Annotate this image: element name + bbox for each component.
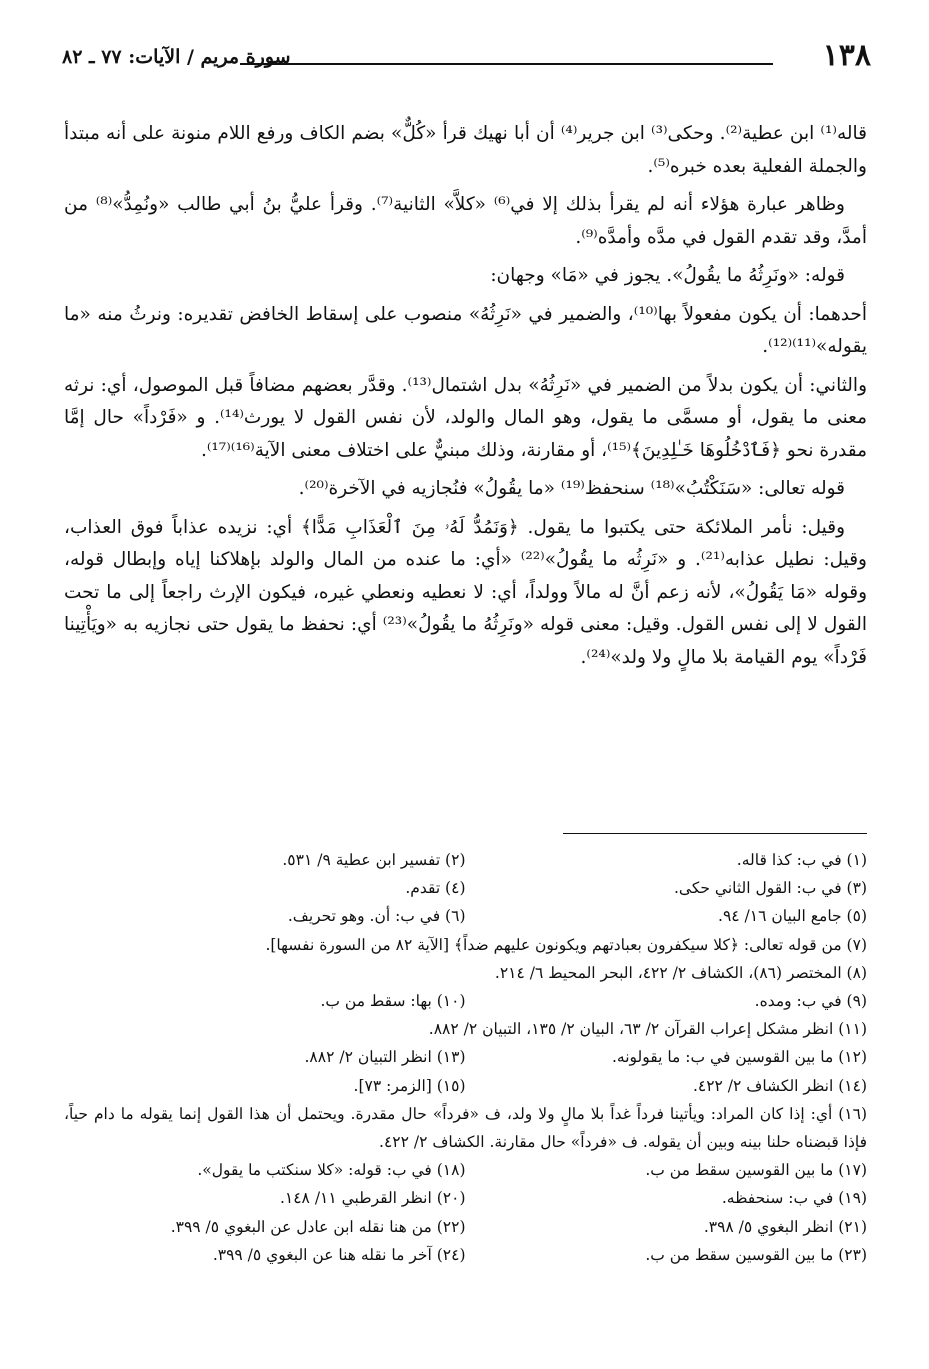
footnote-row (64, 1184, 867, 1212)
footnote-row (64, 1241, 867, 1269)
footnote: (٥) جامع البيان ١٦/ ٩٤. (718, 907, 867, 926)
footnote: (٢) تفسير ابن عطية ٩/ ٥٣١. (282, 851, 466, 869)
footnote: (٢٠) انظر القرطبي ١١/ ١٤٨. (279, 1189, 466, 1208)
footnote: (٢٤) آخر ما نقله هنا عن البغوي ٥/ ٣٩٩. (212, 1245, 466, 1264)
footnote-row (64, 846, 867, 874)
footnote: (٩) في ب: ومده. (754, 992, 867, 1011)
footnote: (١) في ب: كذا قاله. (736, 851, 867, 869)
paragraph: قاله⁽¹⁾ ابن عطية⁽²⁾. وحكى⁽³⁾ ابن جرير⁽⁴⁾ أن أبا نهيك قرأ «كُلٌّ» بضم الكاف ورفع اللام منونة على أنه مبتدأ والجملة الفعلية بعده خبره⁽⁵⁾. (64, 123, 867, 177)
footnotes (64, 846, 867, 1269)
page-header (62, 38, 871, 76)
footnote-separator (563, 833, 867, 834)
footnote-row (64, 1043, 867, 1071)
footnote-row (64, 874, 867, 902)
footnote: (١٥) [الزمر: ٧٣]. (353, 1076, 466, 1095)
footnote: (١١) انظر مشكل إعراب القرآن ٢/ ٦٣، البيان ٢/ ١٣٥، التبيان ٢/ ٨٨٢. (428, 1020, 867, 1039)
main-text (64, 118, 867, 680)
footnote: (١٩) في ب: سنحفظه. (721, 1189, 867, 1208)
footnote-row (64, 1072, 867, 1100)
paragraph: قوله تعالى: «سَنَكْتُبُ»⁽¹⁸⁾ سنحفظ⁽¹⁹⁾ «ما يقُولُ» فنُجازيه في الآخرة⁽²⁰⁾. (298, 478, 845, 499)
footnote: (١٠) بها: سقط من ب. (320, 992, 466, 1011)
footnote: (٢٢) من هنا نقله ابن عادل عن البغوي ٥/ ٣٩٩. (170, 1217, 466, 1236)
footnote-row (64, 1213, 867, 1241)
footnote: (١٨) في ب: قوله: «كلا سنكتب ما يقول». (197, 1161, 466, 1180)
footnote: (٦) في ب: أن. وهو تحريف. (287, 907, 466, 926)
footnote: (١٦) أي: إذا كان المراد: ويأتينا فرداً غداً بلا مالٍ ولا ولد، ف «فرداً» حال مقدرة. ويحتمل أن هذا القول إنما يقوله ما دام حياً، فإذا قبضناه حلنا بينه وبين أن يقوله. ف «فرداً» حال مقارنة. الكشاف ٢/ ٤٢٢. (64, 1104, 867, 1152)
footnote-row (64, 902, 867, 930)
footnote: (١٣) انظر التبيان ٢/ ٨٨٢. (304, 1048, 466, 1067)
footnote-row (64, 987, 867, 1015)
running-title: سورة مريم / الآيات: ٧٧ ـ ٨٢ (62, 46, 291, 68)
footnote: (٧) من قوله تعالى: ﴿كلا سيكفرون بعبادتهم ويكونون عليهم ضداً﴾ [الآية ٨٢ من السورة نفسها]. (265, 935, 867, 954)
footnote: (٣) في ب: القول الثاني حكى. (673, 879, 867, 898)
paragraph: أحدهما: أن يكون مفعولاً بها⁽¹⁰⁾، والضمير في «نَرِثُهُ» منصوب على إسقاط الخافض تقديره: ونرثُ منه «ما يقوله»⁽¹¹⁾⁽¹²⁾. (64, 303, 867, 357)
page-number: ١٣٨ (822, 38, 871, 73)
footnote: (١٢) ما بين القوسين في ب: ما يقولونه. (611, 1048, 867, 1067)
paragraph: والثاني: أن يكون بدلاً من الضمير في «نَرِثُهُ» بدل اشتمال⁽¹³⁾. وقدَّر بعضهم مضافاً قبل الموصول، أي: نرثه معنى ما يقول، أو مسمَّى ما يقول، وهو المال والولد، لأن نفس القول لا يورث⁽¹⁴⁾. و «فَرْداً» حال إمَّا مقدرة نحو ﴿فَٱدْخُلُوهَا خَـٰلِدِينَ﴾⁽¹⁵⁾، أو مقارنة، وذلك مبنيٌّ على اختلاف معنى الآية⁽¹⁶⁾⁽¹⁷⁾. (64, 374, 868, 461)
paragraph: وظاهر عبارة هؤلاء أنه لم يقرأ بذلك إلا في⁽⁶⁾ «كلاَّ» الثانية⁽⁷⁾. وقرأ عليُّ بنُ أبي طالب «ونُمِدُّ»⁽⁸⁾ من أمدَّ، وقد تقدم القول في مدَّه وأمدَّه⁽⁹⁾. (64, 194, 867, 248)
paragraph: قوله: «ونَرِثُهُ ما يقُولُ». يجوز في «مَا» وجهان: (490, 265, 845, 286)
footnote: (٢٣) ما بين القوسين سقط من ب. (645, 1245, 867, 1264)
footnote: (٤) تقدم. (405, 879, 466, 898)
footnote: (١٤) انظر الكشاف ٢/ ٤٢٢. (692, 1076, 867, 1095)
header-rule (240, 63, 773, 65)
footnote: (٢١) انظر البغوي ٥/ ٣٩٨. (703, 1217, 867, 1236)
footnote: (١٧) ما بين القوسين سقط من ب. (645, 1161, 867, 1180)
footnote-row (64, 1156, 867, 1184)
footnote: (٨) المختصر (٨٦)، الكشاف ٢/ ٤٢٢، البحر المحيط ٦/ ٢١٤. (494, 963, 867, 982)
paragraph: وقيل: نأمر الملائكة حتى يكتبوا ما يقول. ﴿وَنَمُدُّ لَهُۥ مِنَ ٱلْعَذَابِ مَدًّا﴾ أي: نزيده عذاباً فوق العذاب، وقيل: نطيل عذابه⁽²¹⁾. و «نَرِثُه ما يقُولُ»⁽²²⁾ «أي: ما عنده من المال والولد بإهلاكنا إياه وإبطال قوله، وقوله «مَا يَقُولُ»، لأنه زعم أنَّ له مالاً وولداً، أي: لا نعطيه ونعطي غيره، فيكون الإرث راجعاً إلى ما تحت القول لا إلى نفس القول. وقيل: معنى قوله «ونَرِثُهُ ما يقُولُ»⁽²³⁾ أي: نحفظ ما يقول حتى نجازيه به «ويَأْتِينا فَرْداً» يوم القيامة بلا مالٍ ولا ولد»⁽²⁴⁾. (64, 516, 868, 668)
